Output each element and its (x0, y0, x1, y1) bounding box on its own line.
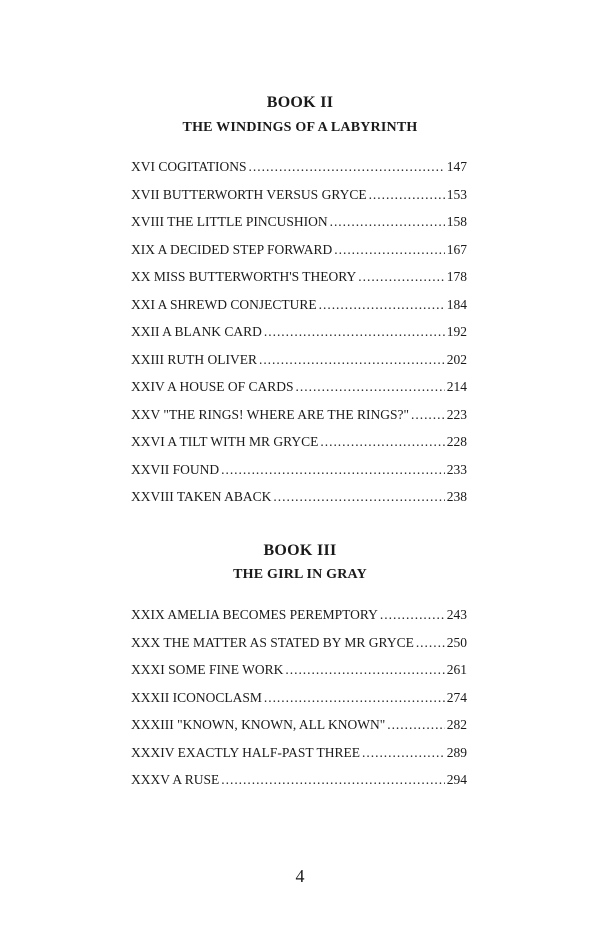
dot-leader (411, 407, 445, 423)
chapter-page-number: 238 (446, 489, 467, 504)
dot-leader (362, 745, 445, 761)
chapter-page-number: 147 (446, 159, 467, 174)
chapter-page-number: 192 (446, 324, 467, 339)
toc-entry (131, 407, 467, 435)
dot-leader (319, 297, 445, 313)
dot-leader (416, 635, 445, 651)
dot-leader (259, 352, 445, 368)
chapter-title: XXIX AMELIA BECOMES PEREMPTORY (131, 607, 378, 622)
chapter-page-number: 214 (446, 379, 467, 394)
chapter-page-number: 294 (446, 772, 467, 787)
toc-entry (131, 489, 467, 517)
toc-entry (131, 635, 467, 663)
chapter-page-number: 202 (446, 351, 467, 367)
chapter-page-number: 167 (446, 241, 467, 257)
chapter-page-number: 274 (446, 689, 467, 705)
toc-entry (131, 607, 467, 635)
chapter-page-number: 184 (446, 296, 467, 312)
book-3-subtitle: THE GIRL IN GRAY (233, 567, 367, 582)
toc-entry (131, 434, 467, 462)
chapter-page-number: 158 (446, 214, 467, 229)
dot-leader (264, 690, 445, 706)
dot-leader (369, 187, 445, 203)
toc-entry (131, 745, 467, 773)
book-2-subtitle: THE WINDINGS OF A LABYRINTH (182, 120, 418, 135)
chapter-page-number: 233 (446, 461, 467, 477)
toc-entry (131, 772, 467, 800)
dot-leader (330, 214, 445, 230)
book-2-toc (131, 159, 467, 517)
chapter-page-number: 228 (446, 434, 467, 449)
toc-entry (131, 690, 467, 718)
toc-entry (131, 297, 467, 325)
chapter-title: XXXIV EXACTLY HALF-PAST THREE (131, 744, 361, 760)
toc-entry (131, 324, 467, 352)
toc-entry (131, 159, 467, 187)
dot-leader (273, 489, 444, 505)
chapter-title: XVII BUTTERWORTH VERSUS GRYCE (131, 186, 367, 202)
book-3-toc (131, 607, 467, 800)
chapter-title: XXX THE MATTER AS STATED BY MR GRYCE (131, 634, 414, 650)
book-3-heading: BOOK III (263, 542, 337, 559)
chapter-title: XXVII FOUND (131, 461, 220, 477)
toc-entry (131, 662, 467, 690)
chapter-title: XVIII THE LITTLE PINCUSHION (131, 214, 328, 229)
chapter-title: XXV "THE RINGS! WHERE ARE THE RINGS?" (131, 406, 410, 422)
toc-entry (131, 462, 467, 490)
chapter-page-number: 250 (446, 634, 467, 650)
page-number: 4 (295, 866, 305, 886)
book-2-heading: BOOK II (266, 94, 334, 111)
toc-entry (131, 242, 467, 270)
chapter-page-number: 223 (446, 406, 467, 422)
chapter-page-number: 289 (446, 744, 467, 760)
dot-leader (296, 379, 445, 395)
dot-leader (264, 324, 445, 340)
chapter-page-number: 261 (446, 662, 467, 677)
chapter-title: XIX A DECIDED STEP FORWARD (131, 241, 333, 257)
chapter-title: XX MISS BUTTERWORTH'S THEORY (131, 269, 357, 284)
chapter-page-number: 282 (446, 717, 467, 732)
chapter-title: XXI A SHREWD CONJECTURE (131, 296, 317, 312)
toc-entry (131, 379, 467, 407)
dot-leader (334, 242, 444, 258)
chapter-page-number: 153 (446, 186, 467, 202)
chapter-title: XXVIII TAKEN ABACK (131, 489, 272, 504)
dot-leader (358, 269, 444, 285)
chapter-title: XXXIII "KNOWN, KNOWN, ALL KNOWN" (131, 717, 386, 732)
dot-leader (387, 717, 445, 733)
dot-leader (285, 662, 444, 678)
dot-leader (380, 607, 445, 623)
dot-leader (221, 772, 444, 788)
dot-leader (249, 159, 445, 175)
chapter-title: XXXV A RUSE (131, 772, 220, 787)
chapter-page-number: 178 (446, 269, 467, 284)
chapter-title: XXXI SOME FINE WORK (131, 662, 284, 677)
toc-entry (131, 187, 467, 215)
chapter-page-number: 243 (446, 607, 467, 622)
toc-entry (131, 269, 467, 297)
dot-leader (221, 462, 445, 478)
chapter-title: XXVI A TILT WITH MR GRYCE (131, 434, 319, 449)
chapter-title: XXIV A HOUSE OF CARDS (131, 379, 294, 394)
toc-entry (131, 214, 467, 242)
chapter-title: XXII A BLANK CARD (131, 324, 262, 339)
dot-leader (320, 434, 444, 450)
toc-entry (131, 717, 467, 745)
chapter-title: XVI COGITATIONS (131, 159, 247, 174)
chapter-title: XXXII ICONOCLASM (131, 689, 262, 705)
toc-entry (131, 352, 467, 380)
chapter-title: XXIII RUTH OLIVER (131, 351, 257, 367)
